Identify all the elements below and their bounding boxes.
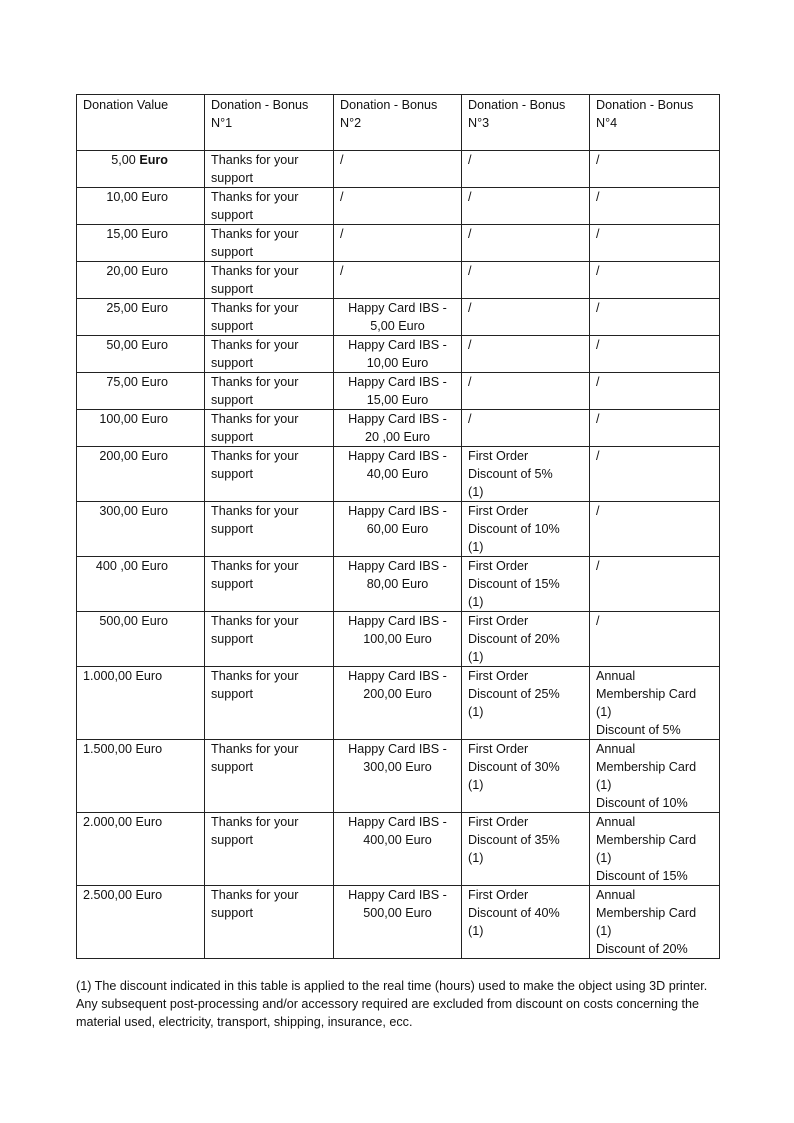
donation-bonus-table [76, 94, 720, 959]
bonus-line: First Order [468, 614, 529, 628]
bonus-line: First Order [468, 669, 529, 683]
bonus-3-cell [462, 188, 590, 225]
bonus-1-cell: Thanks for your support [205, 262, 334, 299]
donation-amount: 1.000,00 [83, 669, 133, 683]
bonus-2-cell [334, 188, 462, 225]
table-row [77, 740, 720, 813]
bonus-4-cell [590, 188, 720, 225]
bonus-line: / [340, 153, 344, 167]
bonus-4-cell [590, 502, 720, 557]
bonus-line: 5,00 Euro [370, 319, 425, 333]
donation-unit: Euro [141, 614, 168, 628]
table-row [77, 447, 720, 502]
bonus-line: Discount of 15% [468, 577, 560, 591]
bonus-line: / [596, 504, 600, 518]
bonus-1-cell: Thanks for your support [205, 299, 334, 336]
donation-unit: Euro [139, 153, 168, 167]
bonus-3-cell [462, 336, 590, 373]
bonus-1-cell: Thanks for your support [205, 188, 334, 225]
bonus-line: Discount of 30% [468, 760, 560, 774]
bonus-2-cell [334, 262, 462, 299]
bonus-line: 400,00 Euro [363, 833, 432, 847]
header-bonus-3: Donation - Bonus N°3 [462, 95, 590, 151]
table-row [77, 299, 720, 336]
donation-unit: Euro [135, 888, 163, 902]
bonus-line: 500,00 Euro [363, 906, 432, 920]
donation-value-cell [77, 373, 205, 410]
bonus-2-cell [334, 225, 462, 262]
bonus-1-cell: Thanks for your support [205, 557, 334, 612]
table-row [77, 813, 720, 886]
bonus-line: Happy Card IBS - [348, 815, 447, 829]
bonus-4-cell [590, 299, 720, 336]
bonus-4-cell [590, 151, 720, 188]
table-row [77, 612, 720, 667]
donation-value-cell [77, 667, 205, 740]
bonus-2-cell [334, 447, 462, 502]
bonus-4-cell [590, 612, 720, 667]
donation-value-cell [77, 262, 205, 299]
bonus-1-cell: Thanks for your support [205, 502, 334, 557]
table-row [77, 336, 720, 373]
donation-value-cell [77, 151, 205, 188]
bonus-line: / [596, 153, 600, 167]
bonus-line: Happy Card IBS - [348, 559, 447, 573]
bonus-4-cell [590, 740, 720, 813]
bonus-line: / [596, 449, 600, 463]
bonus-line: First Order [468, 559, 529, 573]
donation-unit: Euro [141, 301, 168, 315]
bonus-line: / [468, 412, 472, 426]
donation-unit: Euro [141, 190, 168, 204]
donation-value-cell [77, 612, 205, 667]
donation-unit: Euro [141, 449, 168, 463]
bonus-line: Happy Card IBS - [348, 669, 447, 683]
bonus-line: / [340, 264, 344, 278]
bonus-4-cell [590, 373, 720, 410]
bonus-line: Discount of 5% [596, 723, 681, 737]
donation-unit: Euro [141, 559, 168, 573]
donation-amount: 100,00 [99, 412, 138, 426]
bonus-line: Annual [596, 888, 636, 902]
donation-unit: Euro [141, 227, 168, 241]
bonus-line: 60,00 Euro [366, 522, 429, 536]
bonus-line: / [340, 227, 344, 241]
header-bonus-2: Donation - Bonus N°2 [334, 95, 462, 151]
bonus-line: 10,00 Euro [366, 356, 429, 370]
bonus-4-cell [590, 410, 720, 447]
table-row [77, 410, 720, 447]
bonus-3-cell [462, 410, 590, 447]
bonus-line: Happy Card IBS - [348, 888, 447, 902]
donation-unit: Euro [141, 264, 168, 278]
donation-unit: Euro [141, 504, 168, 518]
bonus-line: First Order [468, 449, 529, 463]
bonus-3-cell [462, 813, 590, 886]
bonus-1-cell: Thanks for your support [205, 225, 334, 262]
bonus-3-cell [462, 262, 590, 299]
donation-unit: Euro [135, 669, 163, 683]
bonus-line: Happy Card IBS - [348, 449, 447, 463]
bonus-line: / [596, 264, 600, 278]
bonus-3-cell [462, 667, 590, 740]
bonus-2-cell [334, 299, 462, 336]
bonus-4-cell [590, 225, 720, 262]
bonus-line: Happy Card IBS - [348, 375, 447, 389]
bonus-line: Discount of 10% [596, 796, 688, 810]
bonus-line: (1) [468, 705, 484, 719]
donation-amount: 200,00 [99, 449, 138, 463]
bonus-line: Membership Card [596, 906, 697, 920]
donation-amount: 10,00 [106, 190, 138, 204]
donation-unit: Euro [135, 815, 163, 829]
bonus-1-cell: Thanks for your support [205, 612, 334, 667]
bonus-2-cell [334, 667, 462, 740]
bonus-line: Happy Card IBS - [348, 338, 447, 352]
bonus-line: 15,00 Euro [366, 393, 429, 407]
bonus-line: Annual [596, 742, 636, 756]
donation-value-cell [77, 447, 205, 502]
bonus-line: First Order [468, 815, 529, 829]
bonus-line: / [340, 190, 344, 204]
donation-value-cell [77, 336, 205, 373]
bonus-line: Discount of 5% [468, 467, 553, 481]
bonus-line: Happy Card IBS - [348, 412, 447, 426]
donation-amount: 400 ,00 [95, 559, 138, 573]
table-row [77, 886, 720, 959]
donation-amount: 2.000,00 [83, 815, 133, 829]
donation-value-cell [77, 740, 205, 813]
bonus-line: First Order [468, 504, 529, 518]
bonus-line: / [468, 338, 472, 352]
bonus-line: / [596, 301, 600, 315]
bonus-line: Discount of 40% [468, 906, 560, 920]
bonus-2-cell [334, 410, 462, 447]
bonus-line: Discount of 15% [596, 869, 688, 883]
bonus-line: / [596, 375, 600, 389]
bonus-line: (1) [468, 650, 484, 664]
bonus-3-cell [462, 612, 590, 667]
table-row [77, 502, 720, 557]
table-row [77, 262, 720, 299]
bonus-line: First Order [468, 742, 529, 756]
bonus-2-cell [334, 151, 462, 188]
donation-amount: 15,00 [106, 227, 138, 241]
table-row [77, 188, 720, 225]
bonus-1-cell: Thanks for your support [205, 813, 334, 886]
table-row [77, 225, 720, 262]
bonus-3-cell [462, 502, 590, 557]
bonus-3-cell [462, 151, 590, 188]
bonus-4-cell [590, 336, 720, 373]
bonus-line: (1) [596, 705, 612, 719]
bonus-2-cell [334, 813, 462, 886]
bonus-line: / [468, 190, 472, 204]
bonus-line: Membership Card [596, 687, 697, 701]
bonus-line: Happy Card IBS - [348, 504, 447, 518]
bonus-2-cell [334, 557, 462, 612]
donation-unit: Euro [141, 412, 168, 426]
bonus-line: Discount of 10% [468, 522, 560, 536]
header-donation-value: Donation Value [77, 95, 205, 151]
bonus-4-cell [590, 557, 720, 612]
donation-unit: Euro [141, 338, 168, 352]
bonus-line: Happy Card IBS - [348, 614, 447, 628]
bonus-4-cell [590, 447, 720, 502]
bonus-line: / [468, 301, 472, 315]
bonus-4-cell [590, 262, 720, 299]
donation-amount: 50,00 [106, 338, 138, 352]
donation-amount: 5,00 [111, 153, 136, 167]
donation-value-cell [77, 410, 205, 447]
bonus-line: / [596, 338, 600, 352]
bonus-line: 80,00 Euro [366, 577, 429, 591]
header-bonus-1: Donation - Bonus N°1 [205, 95, 334, 151]
bonus-line: (1) [468, 851, 484, 865]
bonus-line: 20 ,00 Euro [364, 430, 431, 444]
bonus-1-cell: Thanks for your support [205, 447, 334, 502]
bonus-line: / [596, 227, 600, 241]
bonus-1-cell: Thanks for your support [205, 410, 334, 447]
bonus-4-cell [590, 886, 720, 959]
bonus-line: 100,00 Euro [363, 632, 432, 646]
bonus-line: Discount of 20% [596, 942, 688, 956]
bonus-line: / [596, 190, 600, 204]
bonus-line: / [468, 227, 472, 241]
donation-amount: 25,00 [106, 301, 138, 315]
table-row [77, 151, 720, 188]
bonus-line: (1) [468, 540, 484, 554]
bonus-1-cell: Thanks for your support [205, 373, 334, 410]
bonus-line: (1) [468, 595, 484, 609]
bonus-line: (1) [596, 851, 612, 865]
donation-amount: 300,00 [99, 504, 138, 518]
donation-value-cell [77, 886, 205, 959]
bonus-2-cell [334, 612, 462, 667]
bonus-3-cell [462, 740, 590, 813]
donation-value-cell [77, 502, 205, 557]
bonus-line: Annual [596, 815, 636, 829]
bonus-3-cell [462, 373, 590, 410]
bonus-3-cell [462, 557, 590, 612]
donation-value-cell [77, 188, 205, 225]
bonus-4-cell [590, 813, 720, 886]
table-row [77, 557, 720, 612]
table-row [77, 667, 720, 740]
donation-value-cell [77, 225, 205, 262]
donation-amount: 500,00 [99, 614, 138, 628]
table-body [77, 151, 720, 959]
donation-value-cell [77, 299, 205, 336]
table-row [77, 373, 720, 410]
bonus-2-cell [334, 336, 462, 373]
bonus-line: 200,00 Euro [363, 687, 432, 701]
donation-value-cell [77, 813, 205, 886]
bonus-3-cell [462, 225, 590, 262]
bonus-1-cell: Thanks for your support [205, 336, 334, 373]
bonus-line: Happy Card IBS - [348, 301, 447, 315]
bonus-1-cell: Thanks for your support [205, 151, 334, 188]
footnote: (1) The discount indicated in this table is applied to the real time (hours) used to make the object using 3D printer. Any subsequent post-processing and/or accessory required are excluded from discount on costs concerning the material used, electricity, transport, shipping, insurance, ecc. [76, 979, 708, 1029]
bonus-line: / [468, 264, 472, 278]
header-bonus-4: Donation - Bonus N°4 [590, 95, 720, 151]
bonus-3-cell [462, 447, 590, 502]
bonus-line: Discount of 20% [468, 632, 560, 646]
bonus-line: / [596, 614, 600, 628]
bonus-4-cell [590, 667, 720, 740]
bonus-1-cell: Thanks for your support [205, 886, 334, 959]
donation-value-cell [77, 557, 205, 612]
bonus-line: Happy Card IBS - [348, 742, 447, 756]
donation-amount: 1.500,00 [83, 742, 133, 756]
bonus-line: / [596, 412, 600, 426]
bonus-line: 40,00 Euro [366, 467, 429, 481]
bonus-3-cell [462, 886, 590, 959]
bonus-line: / [468, 375, 472, 389]
bonus-line: (1) [468, 924, 484, 938]
donation-amount: 75,00 [106, 375, 138, 389]
bonus-line: / [596, 559, 600, 573]
bonus-line: Annual [596, 669, 636, 683]
bonus-line: Membership Card [596, 833, 697, 847]
bonus-1-cell: Thanks for your support [205, 667, 334, 740]
bonus-line: (1) [468, 778, 484, 792]
bonus-line: First Order [468, 888, 529, 902]
bonus-2-cell [334, 502, 462, 557]
bonus-2-cell [334, 373, 462, 410]
bonus-line: 300,00 Euro [363, 760, 432, 774]
bonus-2-cell [334, 740, 462, 813]
donation-amount: 20,00 [106, 264, 138, 278]
bonus-line: (1) [596, 924, 612, 938]
bonus-line: Membership Card [596, 760, 697, 774]
table-header-row [77, 95, 720, 151]
donation-amount: 2.500,00 [83, 888, 133, 902]
bonus-3-cell [462, 299, 590, 336]
donation-unit: Euro [135, 742, 163, 756]
bonus-1-cell: Thanks for your support [205, 740, 334, 813]
bonus-line: (1) [468, 485, 484, 499]
bonus-line: Discount of 25% [468, 687, 560, 701]
bonus-line: / [468, 153, 472, 167]
donation-unit: Euro [141, 375, 168, 389]
bonus-2-cell [334, 886, 462, 959]
bonus-line: (1) [596, 778, 612, 792]
bonus-line: Discount of 35% [468, 833, 560, 847]
